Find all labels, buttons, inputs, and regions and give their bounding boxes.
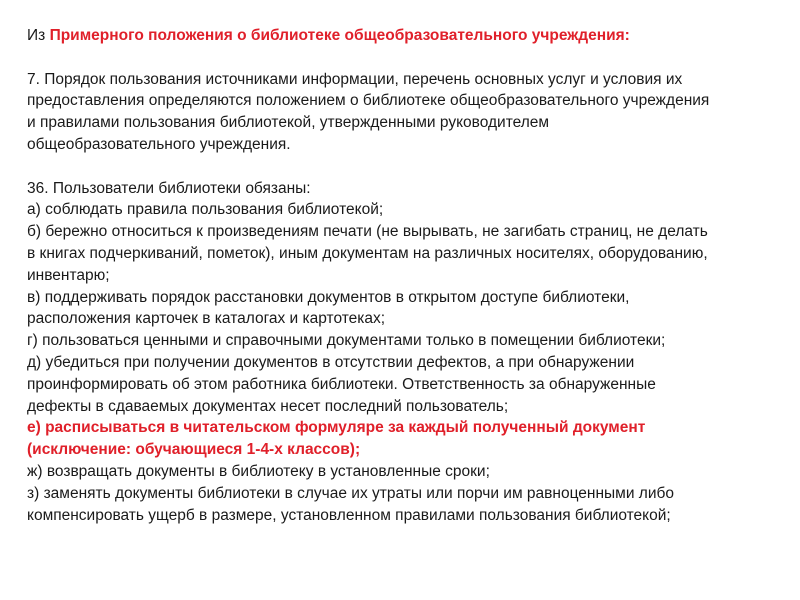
clause-36-line: ж) возвращать документы в библиотеку в установленные сроки;: [27, 462, 490, 480]
clause-7: [27, 69, 777, 156]
highlighted-clause-line: е) расписываться в читательском формуляре за каждый полученный документ: [27, 419, 646, 437]
clause-36-line: компенсировать ущерб в размере, установленном правилами пользования библиотекой;: [27, 506, 671, 524]
clause-36-line: инвентарю;: [27, 266, 110, 284]
spacer: [27, 156, 777, 178]
clause-36-line: б) бережно относиться к произведениям печати (не вырывать, не загибать страниц, не делать: [27, 223, 708, 241]
clause-7-line: общеобразовательного учреждения.: [27, 135, 291, 153]
clause-36-line: расположения карточек в каталогах и картотеках;: [27, 310, 386, 328]
clause-7-line: и правилами пользования библиотекой, утвержденными руководителем: [27, 114, 550, 132]
clause-36-line: а) соблюдать правила пользования библиотекой;: [27, 201, 384, 219]
clause-7-line: 7. Порядок пользования источниками информации, перечень основных услуг и условия их: [27, 70, 683, 88]
clause-7-line: предоставления определяются положением о библиотеке общеобразовательного учреждения: [27, 92, 710, 110]
spacer: [27, 47, 777, 69]
source-title: Примерного положения о библиотеке общеобразовательного учреждения:: [49, 27, 630, 44]
clause-36-title: 36. Пользователи библиотеки обязаны:: [27, 179, 311, 197]
source-heading: [27, 25, 777, 47]
clause-36-line: дефекты в сдаваемых документах несет последний пользователь;: [27, 397, 509, 415]
highlighted-clause-line: (исключение: обучающиеся 1-4-х классов);: [27, 441, 361, 459]
clause-36-line: в) поддерживать порядок расстановки документов в открытом доступе библиотеки,: [27, 288, 630, 306]
clause-36-line: д) убедиться при получении документов в отсутствии дефектов, а при обнаружении: [27, 353, 635, 371]
clause-36-line: г) пользоваться ценными и справочными документами только в помещении библиотеки;: [27, 332, 666, 350]
clause-36-line: з) заменять документы библиотеки в случае их утраты или порчи им равноценными либо: [27, 484, 674, 502]
clause-36-line: проинформировать об этом работника библиотеки. Ответственность за обнаруженные: [27, 375, 656, 393]
heading-prefix: Из: [27, 27, 50, 44]
document-slide: [27, 25, 777, 526]
clause-36-line: в книгах подчеркиваний, пометок), иным документам на различных носителях, оборудованию,: [27, 244, 708, 262]
clause-36: [27, 178, 777, 527]
